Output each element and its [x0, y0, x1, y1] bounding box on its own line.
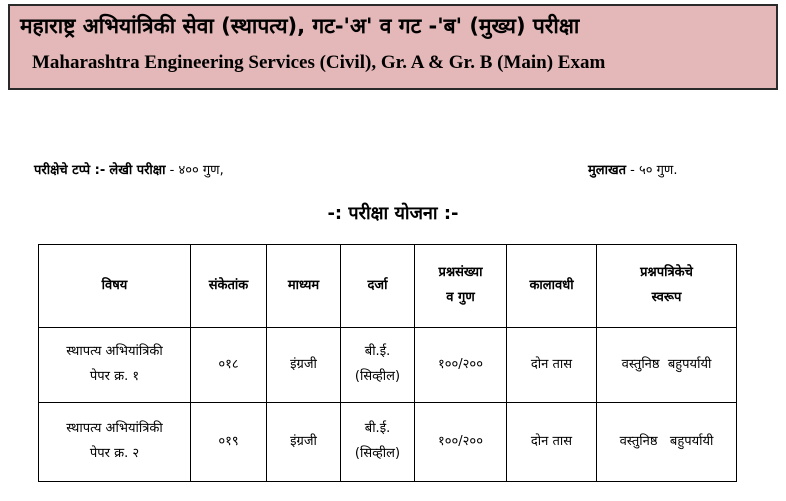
exam-scheme-table	[38, 244, 737, 482]
cell-level	[341, 403, 415, 482]
table-header-row	[39, 245, 737, 328]
level-line1: बी.ई.	[364, 344, 391, 360]
scheme-title: -: परीक्षा योजना :-	[327, 203, 459, 224]
subject-line1: स्थापत्य अभियांत्रिकी	[66, 421, 163, 437]
exam-title-banner	[8, 4, 778, 90]
header-medium: माध्यम	[267, 245, 341, 328]
written-exam-label: लेखी परीक्षा	[109, 163, 166, 178]
cell-questions: १००/२००	[415, 328, 507, 403]
cell-questions: १००/२००	[415, 403, 507, 482]
exam-title-marathi: महाराष्ट्र अभियांत्रिकी सेवा (स्थापत्य), गट-'अ' व गट -'ब' (मुख्य) परीक्षा	[20, 14, 580, 38]
cell-subject	[39, 403, 191, 482]
subject-line2: पेपर क्र. १	[89, 369, 140, 384]
header-format-line2: स्वरूप	[651, 290, 682, 305]
cell-duration: दोन तास	[507, 403, 597, 482]
cell-subject	[39, 328, 191, 403]
level-line2: (सिव्हील)	[354, 446, 401, 461]
header-format	[597, 245, 737, 328]
table-row	[39, 328, 737, 403]
interview-label: मुलाखत	[588, 163, 626, 178]
written-exam-marks: - ४०० गुण,	[165, 163, 224, 178]
cell-medium: इंग्रजी	[267, 328, 341, 403]
level-line1: बी.ई.	[364, 421, 391, 437]
cell-medium: इंग्रजी	[267, 403, 341, 482]
cell-level	[341, 328, 415, 403]
exam-stages-written	[34, 160, 224, 178]
exam-title-english: Maharashtra Engineering Services (Civil), Gr. A & Gr. B (Main) Exam	[32, 52, 606, 73]
header-code: संकेतांक	[191, 245, 267, 328]
subject-line2: पेपर क्र. २	[89, 446, 140, 461]
header-format-line1: प्रश्नपत्रिकेचे	[640, 265, 693, 281]
header-subject: विषय	[39, 245, 191, 328]
header-level: दर्जा	[341, 245, 415, 328]
table-row	[39, 403, 737, 482]
level-line2: (सिव्हील)	[354, 369, 401, 384]
stages-label: परीक्षेचे टप्पे :-	[34, 163, 106, 178]
header-questions-line1: प्रश्नसंख्या	[438, 265, 483, 281]
exam-stages-interview	[588, 160, 677, 178]
header-questions	[415, 245, 507, 328]
cell-format: वस्तुनिष्ठ बहुपर्यायी	[597, 403, 737, 482]
header-duration: कालावधी	[507, 245, 597, 328]
cell-format: वस्तुनिष्ठ बहुपर्यायी	[597, 328, 737, 403]
interview-marks: - ५० गुण.	[626, 163, 678, 178]
cell-code: ०१९	[191, 403, 267, 482]
cell-duration: दोन तास	[507, 328, 597, 403]
subject-line1: स्थापत्य अभियांत्रिकी	[66, 344, 163, 360]
header-questions-line2: व गुण	[446, 290, 475, 305]
cell-code: ०१८	[191, 328, 267, 403]
